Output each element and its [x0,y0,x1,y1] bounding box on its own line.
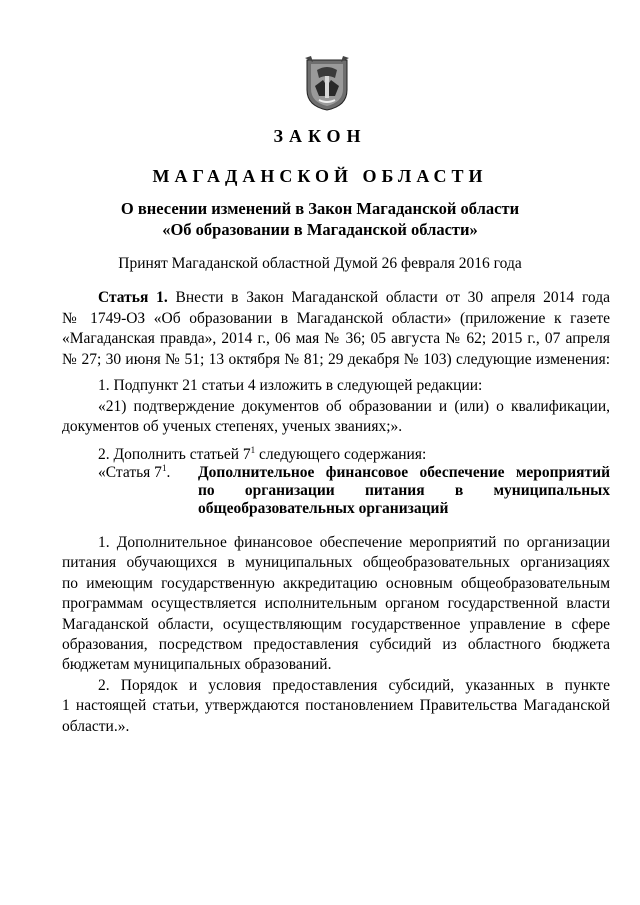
text-line: образования, посредством предоставления субсидий из областного бюджета [62,636,610,654]
text-line: 1. Дополнительное финансовое обеспечение мероприятий по организации [98,534,610,551]
title-line: Дополнительное финансовое обеспечение мероприятий [198,464,610,481]
text-line: области.». [62,717,130,735]
region-title: МАГАДАНСКОЙ ОБЛАСТИ [152,166,488,186]
subtitle-line: О внесении изменений в Закон Магаданской области [120,199,520,218]
amendment-item-1 [62,376,610,438]
title-line: общеобразовательных организаций [198,500,449,517]
coat-of-arms-icon [305,56,349,112]
text-line: № 27; 30 июня № 51; 13 октября № 81; 29 декабря № 103) следующие изменения: [62,350,610,368]
law-title: ЗАКОН [273,126,367,146]
article-label: Статья 1. [98,289,168,306]
text-line: программам осуществляется исполнительным органом государственной власти [62,595,610,613]
subtitle-line: «Об образовании в Магаданской области» [162,220,478,239]
text-line: 1. Подпункт 21 статьи 4 изложить в следующей редакции: [98,377,483,394]
article-1 [62,288,610,370]
adoption-line: Принят Магаданской областной Думой 26 февраля 2016 года [118,255,522,272]
text-line: по имеющим государственную аккредитацию основным общеобразовательным [62,574,610,592]
text-line: питания обучающихся в муниципальных общеобразовательных организациях [62,554,610,572]
text-line: бюджетам муниципальных образований. [62,656,332,674]
text-line: Магаданской области, осуществляющим государственное управление в сфере [62,615,610,633]
title-line: по организации питания в муниципальных [198,482,610,499]
text-line: 2. Дополнить статьей $7^1$ следующего содержания: [98,445,427,463]
text-line: «Магаданская правда», 2014 г., 06 мая № 36; 05 августа № 62; 2015 г., 07 апреля [62,330,610,347]
text-line: документов об ученых степенях, ученых званиях;». [62,418,403,435]
amendment-item-2 [62,445,610,466]
text-line: «21) подтверждение документов об образовании и (или) о квалификации, [98,397,610,415]
law-subtitle [0,198,640,240]
text-line: 2. Порядок и условия предоставления субсидий, указанных в пункте [98,676,610,694]
text-line: 1 настоящей статьи, утверждаются постановлением Правительства Магаданской [62,697,610,715]
text-line: № 1749-ОЗ «Об образовании в Магаданской области» (приложение к газете [62,309,610,327]
article-7-1-title [198,464,610,518]
article-1-first-line: Статья 1. Внести в Закон Магаданской области от 30 апреля 2014 года [98,289,610,306]
article-7-1-text [62,533,610,737]
article-7-1-label: «Статья $7^1$. [98,463,171,481]
